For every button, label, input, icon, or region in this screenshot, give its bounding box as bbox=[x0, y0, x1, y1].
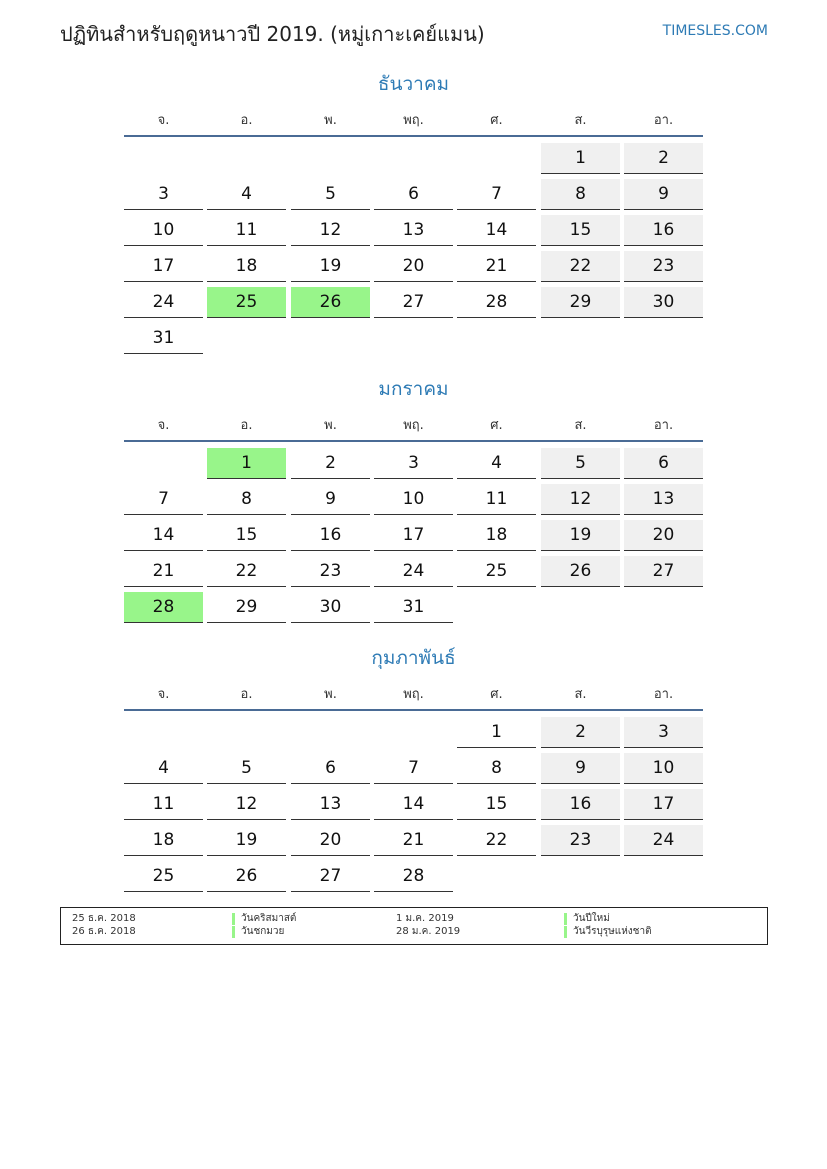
weekday-label: จ. bbox=[157, 418, 170, 433]
day-cell: 30 bbox=[291, 592, 370, 623]
day-cell: 3 bbox=[124, 179, 203, 210]
day-cell: 30 bbox=[624, 287, 703, 318]
day-cell: 14 bbox=[124, 520, 203, 551]
day-cell: 15 bbox=[207, 520, 286, 551]
day-cell: 27 bbox=[374, 287, 453, 318]
day-cell: 5 bbox=[291, 179, 370, 210]
weekday-label: พฤ. bbox=[403, 687, 424, 702]
legend-date: 28 ม.ค. 2019 bbox=[396, 926, 461, 937]
day-cell: 20 bbox=[291, 825, 370, 856]
day-cell: 10 bbox=[374, 484, 453, 515]
day-cell: 23 bbox=[624, 251, 703, 282]
day-cell: 18 bbox=[457, 520, 536, 551]
day-cell: 10 bbox=[124, 215, 203, 246]
day-cell: 13 bbox=[374, 215, 453, 246]
weekday-label: จ. bbox=[157, 113, 170, 128]
day-cell: 16 bbox=[291, 520, 370, 551]
day-cell: 14 bbox=[457, 215, 536, 246]
day-cell: 19 bbox=[541, 520, 620, 551]
holiday-day-cell: 1 bbox=[207, 448, 286, 479]
weekday-header bbox=[124, 683, 703, 702]
day-cell: 26 bbox=[541, 556, 620, 587]
header-divider bbox=[124, 440, 703, 442]
weekday-label: อ. bbox=[240, 418, 253, 433]
weekday-label: พ. bbox=[324, 418, 337, 433]
day-cell: 25 bbox=[124, 861, 203, 892]
day-cell: 3 bbox=[624, 717, 703, 748]
day-cell: 7 bbox=[124, 484, 203, 515]
day-cell: 19 bbox=[291, 251, 370, 282]
day-cell: 9 bbox=[541, 753, 620, 784]
legend-holiday-name: วันคริสมาสต์ bbox=[232, 913, 296, 925]
weekday-label: ส. bbox=[574, 113, 587, 128]
legend-date: 1 ม.ค. 2019 bbox=[396, 913, 454, 924]
day-cell: 4 bbox=[457, 448, 536, 479]
day-cell: 6 bbox=[624, 448, 703, 479]
weekday-label: อ. bbox=[240, 687, 253, 702]
day-cell: 21 bbox=[124, 556, 203, 587]
month-title: มกราคม bbox=[378, 378, 449, 400]
day-cell: 27 bbox=[291, 861, 370, 892]
day-cell: 17 bbox=[374, 520, 453, 551]
day-cell: 26 bbox=[207, 861, 286, 892]
day-cell: 17 bbox=[624, 789, 703, 820]
day-cell: 6 bbox=[291, 753, 370, 784]
day-cell: 18 bbox=[124, 825, 203, 856]
weekday-label: ศ. bbox=[490, 687, 503, 702]
holiday-day-cell: 26 bbox=[291, 287, 370, 318]
day-cell: 25 bbox=[457, 556, 536, 587]
day-cell: 24 bbox=[624, 825, 703, 856]
day-cell: 23 bbox=[541, 825, 620, 856]
day-cell: 28 bbox=[374, 861, 453, 892]
legend-holiday-name: วันชกมวย bbox=[232, 926, 284, 938]
weekday-label: อา. bbox=[653, 113, 674, 128]
weekday-label: พฤ. bbox=[403, 113, 424, 128]
day-cell: 27 bbox=[624, 556, 703, 587]
day-cell: 11 bbox=[124, 789, 203, 820]
weekday-label: ศ. bbox=[490, 418, 503, 433]
day-cell: 13 bbox=[291, 789, 370, 820]
day-cell: 8 bbox=[207, 484, 286, 515]
day-cell: 15 bbox=[457, 789, 536, 820]
day-cell: 12 bbox=[291, 215, 370, 246]
day-cell: 24 bbox=[374, 556, 453, 587]
day-cell: 15 bbox=[541, 215, 620, 246]
holiday-legend bbox=[60, 907, 768, 945]
legend-date: 25 ธ.ค. 2018 bbox=[72, 913, 136, 924]
day-cell: 8 bbox=[457, 753, 536, 784]
day-cell: 9 bbox=[291, 484, 370, 515]
day-cell: 24 bbox=[124, 287, 203, 318]
weekday-label: จ. bbox=[157, 687, 170, 702]
day-cell: 8 bbox=[541, 179, 620, 210]
day-cell: 7 bbox=[374, 753, 453, 784]
day-cell: 18 bbox=[207, 251, 286, 282]
day-cell: 12 bbox=[207, 789, 286, 820]
header-divider bbox=[124, 709, 703, 711]
weekday-label: พฤ. bbox=[403, 418, 424, 433]
day-cell: 4 bbox=[207, 179, 286, 210]
weekday-header bbox=[124, 414, 703, 433]
holiday-day-cell: 28 bbox=[124, 592, 203, 623]
legend-holiday-name: วันวีรบุรุษแห่งชาติ bbox=[564, 926, 652, 938]
day-cell: 23 bbox=[291, 556, 370, 587]
holiday-day-cell: 25 bbox=[207, 287, 286, 318]
weekday-label: อา. bbox=[653, 687, 674, 702]
month-title: กุมภาพันธ์ bbox=[371, 647, 456, 669]
weekday-label: อา. bbox=[653, 418, 674, 433]
day-cell: 22 bbox=[457, 825, 536, 856]
day-cell: 2 bbox=[624, 143, 703, 174]
weekday-label: อ. bbox=[240, 113, 253, 128]
day-cell: 16 bbox=[541, 789, 620, 820]
day-cell: 7 bbox=[457, 179, 536, 210]
day-cell: 16 bbox=[624, 215, 703, 246]
day-cell: 21 bbox=[374, 825, 453, 856]
day-cell: 4 bbox=[124, 753, 203, 784]
day-cell: 19 bbox=[207, 825, 286, 856]
day-cell: 2 bbox=[541, 717, 620, 748]
day-cell: 11 bbox=[207, 215, 286, 246]
day-cell: 1 bbox=[541, 143, 620, 174]
day-cell: 20 bbox=[374, 251, 453, 282]
day-cell: 5 bbox=[207, 753, 286, 784]
day-cell: 5 bbox=[541, 448, 620, 479]
month-title: ธันวาคม bbox=[377, 73, 450, 95]
day-cell: 22 bbox=[207, 556, 286, 587]
day-cell: 29 bbox=[207, 592, 286, 623]
weekday-label: ส. bbox=[574, 687, 587, 702]
weekday-label: ส. bbox=[574, 418, 587, 433]
day-cell: 10 bbox=[624, 753, 703, 784]
weekday-label: ศ. bbox=[490, 113, 503, 128]
day-cell: 14 bbox=[374, 789, 453, 820]
legend-holiday-name: วันปีใหม่ bbox=[564, 913, 610, 925]
day-cell: 29 bbox=[541, 287, 620, 318]
day-cell: 20 bbox=[624, 520, 703, 551]
day-cell: 28 bbox=[457, 287, 536, 318]
day-cell: 13 bbox=[624, 484, 703, 515]
weekday-header bbox=[124, 109, 703, 128]
day-cell: 3 bbox=[374, 448, 453, 479]
day-cell: 21 bbox=[457, 251, 536, 282]
day-cell: 1 bbox=[457, 717, 536, 748]
legend-date: 26 ธ.ค. 2018 bbox=[72, 926, 136, 937]
day-cell: 31 bbox=[124, 323, 203, 354]
day-cell: 31 bbox=[374, 592, 453, 623]
day-cell: 9 bbox=[624, 179, 703, 210]
day-cell: 22 bbox=[541, 251, 620, 282]
day-cell: 17 bbox=[124, 251, 203, 282]
day-cell: 2 bbox=[291, 448, 370, 479]
weekday-label: พ. bbox=[324, 687, 337, 702]
day-cell: 12 bbox=[541, 484, 620, 515]
header-divider bbox=[124, 135, 703, 137]
day-cell: 6 bbox=[374, 179, 453, 210]
page-title: ปฏิทินสำหรับฤดูหนาวปี 2019. (หมู่เกาะเคย์แมน) bbox=[60, 22, 485, 46]
brand-link[interactable]: TIMESLES.COM bbox=[662, 23, 768, 39]
day-cell: 11 bbox=[457, 484, 536, 515]
weekday-label: พ. bbox=[324, 113, 337, 128]
